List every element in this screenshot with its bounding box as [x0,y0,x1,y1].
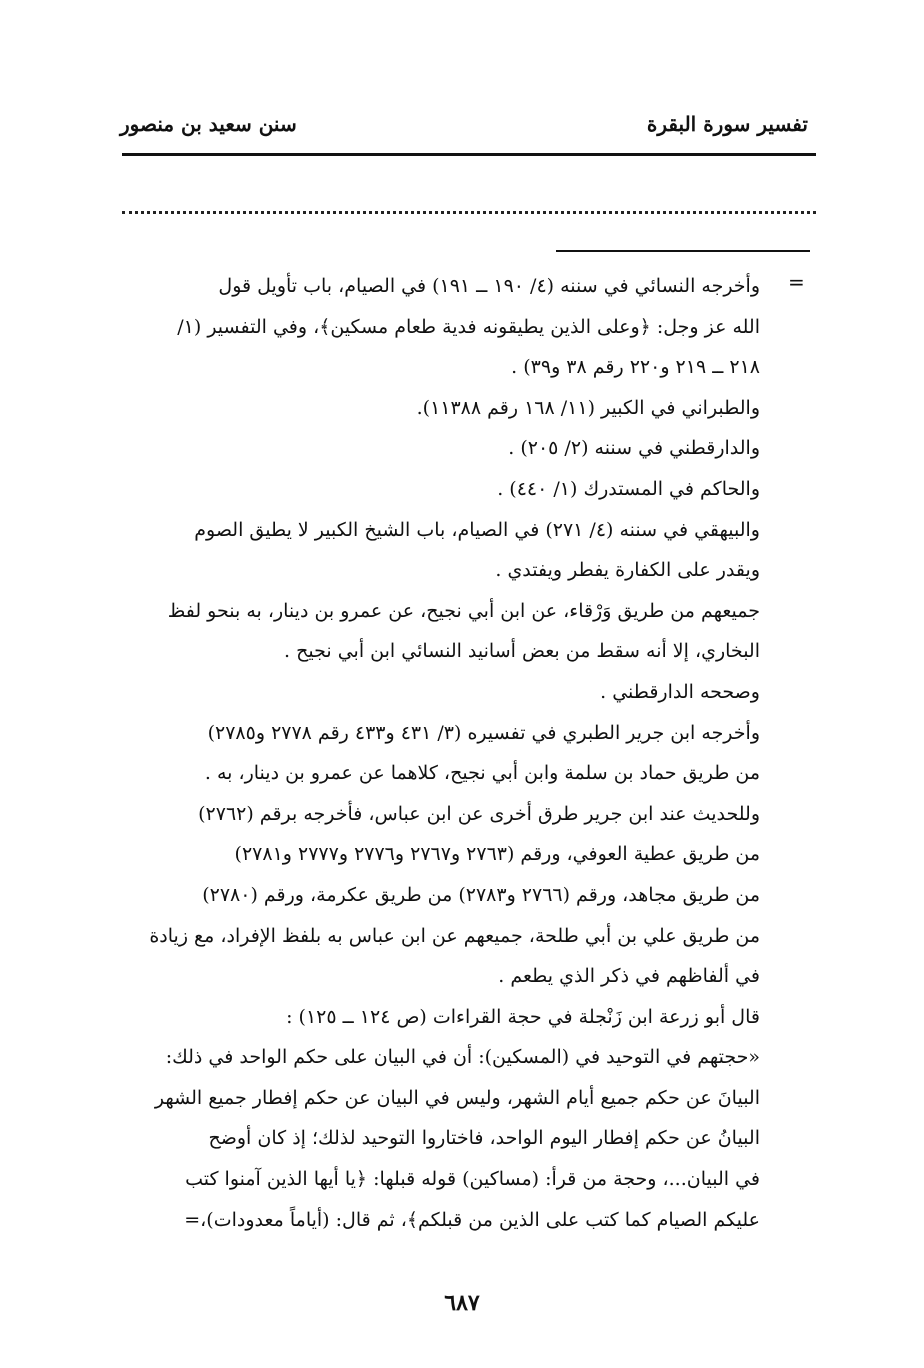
page-number: ٦٨٧ [444,1290,480,1316]
footnote-line: الله عز وجل: ﴿وعلى الذين يطيقونه فدية طعام مسكين﴾، وفي التفسير (١/ [177,315,760,338]
header-rule [122,153,816,156]
footnote-line: قال أبو زرعة ابن زَنْجلة في حجة القراءات (ص ١٢٤ ــ ١٢٥) : [286,1005,760,1028]
footnote-line: والحاكم في المستدرك (١/ ٤٤٠) . [497,477,760,500]
footnote-line: والطبراني في الكبير (١١/ ١٦٨ رقم ١١٣٨٨). [416,396,760,419]
footnote-line: البخاري، إلا أنه سقط من بعض أسانيد النسائي ابن أبي نجيح . [284,640,760,663]
footnote-line: في ألفاظهم في ذكر الذي يطعم . [498,965,760,988]
footnote-line: من طريق مجاهد، ورقم (٢٧٦٦ و٢٧٨٣) من طريق عكرمة، ورقم (٢٧٨٠) [202,883,760,906]
footnote-text [114,266,760,1240]
footnote-line: والدارقطني في سننه (٢/ ٢٠٥) . [508,437,760,460]
footnote-line: ٢١٨ ــ ٢١٩ و٢٢٠ رقم ٣٨ و٣٩) . [511,356,760,379]
footnote-line: من طريق حماد بن سلمة وابن أبي نجيح، كلاهما عن عمرو بن دينار، به . [204,762,760,785]
footnote-line: وصححه الدارقطني . [600,680,760,703]
footnote-line: عليكم الصيام كما كتب على الذين من قبلكم﴾، ثم قال: (أياماً معدودات)،= [184,1208,760,1231]
footnote-rule [556,250,810,252]
footnote-line: من طريق علي بن أبي طلحة، جميعهم عن ابن عباس به بلفظ الإفراد، مع زيادة [149,924,760,947]
running-title-surah: تفسير سورة البقرة [646,112,808,136]
footnote-line: وللحديث عند ابن جرير طرق أخرى عن ابن عباس، فأخرجه برقم (٢٧٦٢) [198,802,760,825]
dotted-separator [122,211,816,214]
footnote-line: البيانَ عن حكم جميع أيام الشهر، وليس في البيان عن حكم إفطار جميع الشهر [154,1086,760,1109]
footnote-line: البيانُ عن حكم إفطار اليوم الواحد، فاختاروا التوحيد لذلك؛ إذ كان أوضح [208,1127,760,1150]
footnote-line: «حجتهم في التوحيد في (المسكين): أن في البيان على حكم الواحد في ذلك: [165,1046,760,1069]
footnote-line: وأخرجه النسائي في سننه (٤/ ١٩٠ ــ ١٩١) في الصيام، باب تأويل قول [218,275,760,297]
footnote-line: جميعهم من طريق وَرْقاء، عن ابن أبي نجيح، عن عمرو بن دينار، به بنحو لفظ [167,599,760,622]
footnote-line: ويقدر على الكفارة يفطر ويفتدي . [495,559,760,582]
footnote-line: وأخرجه ابن جرير الطبري في تفسيره (٣/ ٤٣١ و٤٣٣ رقم ٢٧٧٨ و٢٧٨٥) [207,721,760,744]
footnote-line: في البيان...، وحجة من قرأ: (مساكين) قوله قبلها: ﴿يا أيها الذين آمنوا كتب [185,1168,760,1191]
footnote-line: والبيهقي في سننه (٤/ ٢٧١) في الصيام، باب الشيخ الكبير لا يطيق الصوم [194,518,760,541]
running-title-book: سنن سعيد بن منصور [120,112,297,136]
footnote-continuation-mark: = [788,270,805,294]
footnote-line: من طريق عطية العوفي، ورقم (٢٧٦٣ و٢٧٦٧ و٢٧٧٦ و٢٧٧٧ و٢٧٨١) [234,843,760,866]
